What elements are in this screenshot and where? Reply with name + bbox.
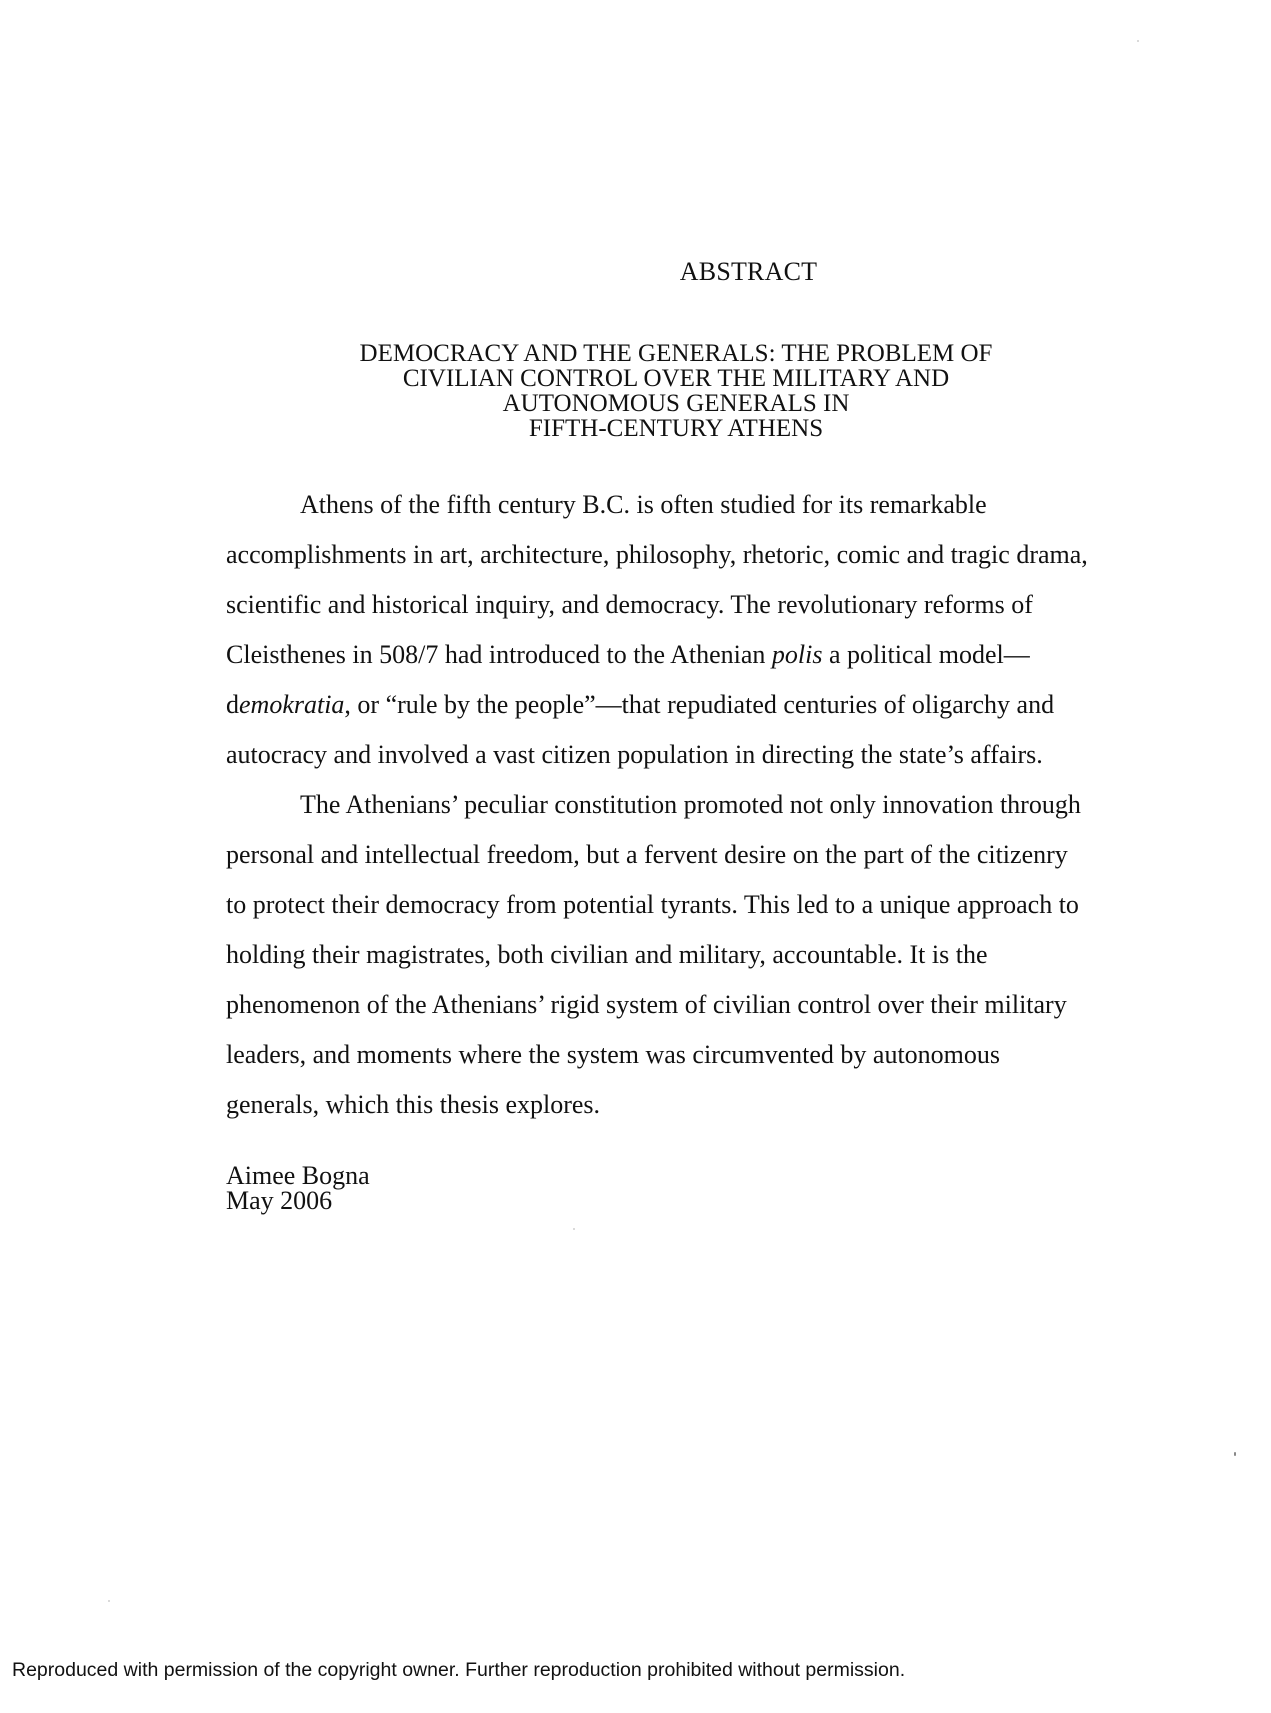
thesis-title-line: DEMOCRACY AND THE GENERALS: THE PROBLEM OF	[359, 340, 993, 367]
body-line: autocracy and involved a vast citizen population in directing the state’s affairs.	[226, 740, 1043, 769]
thesis-title-line: CIVILIAN CONTROL OVER THE MILITARY AND	[402, 365, 950, 392]
body-text-segment: d	[226, 690, 239, 719]
signature-block	[226, 1163, 370, 1213]
body-line: leaders, and moments where the system was circumvented by autonomous	[226, 1040, 1001, 1069]
body-line: generals, which this thesis explores.	[226, 1090, 601, 1119]
body-line: Athens of the fifth century B.C. is often studied for its remarkable	[300, 490, 987, 519]
body-line: personal and intellectual freedom, but a fervent desire on the part of the citizenry	[226, 840, 1068, 869]
body-line-with-italic	[226, 680, 1136, 730]
copyright-notice: Reproduced with permission of the copyright owner. Further reproduction prohibited without permission.	[12, 1659, 906, 1681]
body-line: accomplishments in art, architecture, philosophy, rhetoric, comic and tragic drama,	[226, 540, 1088, 569]
thesis-title-line: FIFTH-CENTURY ATHENS	[528, 415, 824, 442]
body-text-segment: , or “rule by the people”—that repudiated centuries of oligarchy and	[344, 690, 1055, 719]
italic-term-demokratia: emokratia	[239, 690, 345, 719]
scan-speck	[1234, 1452, 1236, 1456]
paragraph-1	[226, 480, 1136, 780]
body-text-segment: a political model—	[822, 640, 1030, 669]
abstract-body	[226, 480, 1136, 1130]
submission-date: May 2006	[226, 1186, 333, 1215]
scan-speck	[108, 1600, 110, 1602]
abstract-heading: ABSTRACT	[679, 257, 818, 286]
thesis-title	[226, 341, 1126, 441]
paragraph-2	[226, 780, 1136, 1130]
author-name: Aimee Bogna	[226, 1161, 370, 1190]
body-line: scientific and historical inquiry, and democracy. The revolutionary reforms of	[226, 590, 1033, 619]
body-line: The Athenians’ peculiar constitution promoted not only innovation through	[300, 790, 1081, 819]
thesis-title-line: AUTONOMOUS GENERALS IN	[502, 390, 850, 417]
scan-speck	[573, 1228, 575, 1230]
body-text-segment: Cleisthenes in 508/7 had introduced to the Athenian	[226, 640, 772, 669]
body-line-with-italic	[226, 630, 1136, 680]
body-line: phenomenon of the Athenians’ rigid system of civilian control over their military	[226, 990, 1067, 1019]
body-line: holding their magistrates, both civilian and military, accountable. It is the	[226, 940, 988, 969]
italic-term-polis: polis	[771, 640, 823, 669]
body-line: to protect their democracy from potential tyrants. This led to a unique approach to	[226, 890, 1079, 919]
scan-speck	[1137, 40, 1139, 42]
